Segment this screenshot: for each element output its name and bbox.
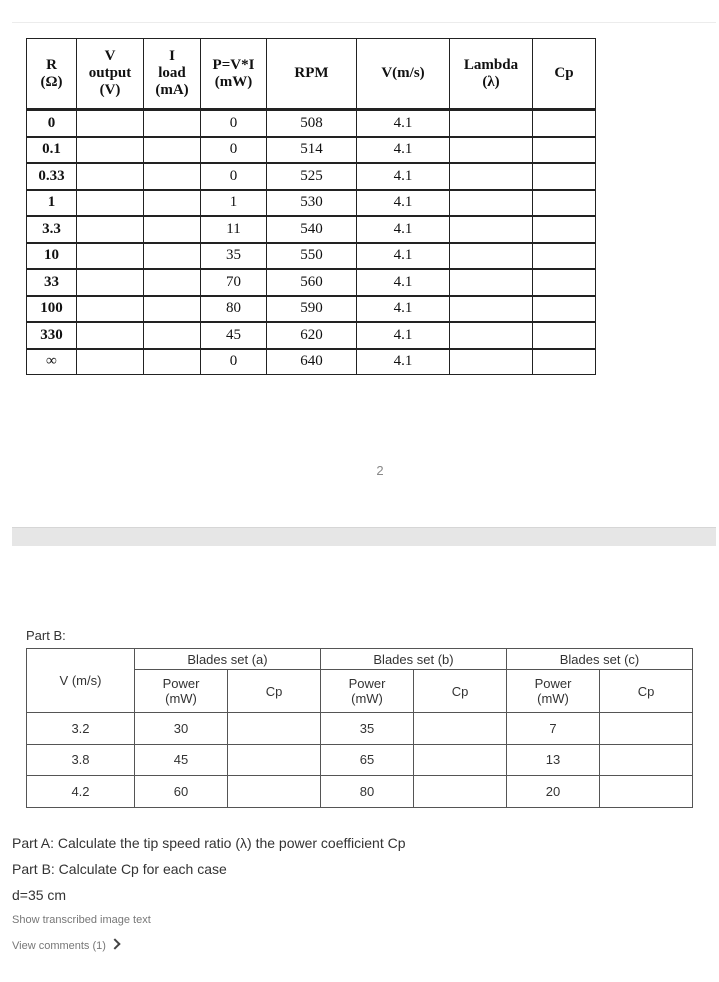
table-row	[27, 744, 693, 776]
cell-cp-c	[600, 776, 693, 808]
cell-cp	[533, 322, 596, 349]
cell-r: 100	[27, 296, 77, 323]
view-comments-link[interactable]	[12, 940, 119, 952]
cell-rpm: 530	[267, 190, 357, 217]
part-b-table	[26, 648, 693, 808]
header-cp-a: Cp	[228, 670, 321, 713]
cell-i	[144, 137, 201, 164]
header-lambda: Lambda (λ)	[450, 39, 533, 110]
cell-rpm: 640	[267, 349, 357, 375]
cell-lambda	[450, 349, 533, 375]
cell-p: 0	[201, 110, 267, 137]
table-row	[27, 243, 596, 270]
cell-vms: 4.1	[357, 349, 450, 375]
cell-power-b: 35	[321, 713, 414, 745]
cell-cp	[533, 190, 596, 217]
part-b-label: Part B:	[26, 628, 66, 643]
cell-power-a: 45	[135, 744, 228, 776]
table-row	[27, 216, 596, 243]
cell-cp	[533, 216, 596, 243]
cell-vms: 4.1	[357, 163, 450, 190]
page-separator-band	[12, 527, 716, 546]
header-power: P=V*I (mW)	[201, 39, 267, 110]
cell-v: 3.2	[27, 713, 135, 745]
header-power-a: Power (mW)	[135, 670, 228, 713]
part-a-data-table	[26, 38, 596, 375]
header-rpm: RPM	[267, 39, 357, 110]
header-blades-set-b: Blades set (b)	[321, 649, 507, 670]
view-comments-label: View comments (1)	[12, 940, 106, 952]
cell-i	[144, 322, 201, 349]
cell-p: 45	[201, 322, 267, 349]
cell-v	[77, 216, 144, 243]
table-header-row	[27, 39, 596, 110]
cell-lambda	[450, 190, 533, 217]
table-row	[27, 296, 596, 323]
cell-i	[144, 163, 201, 190]
page-number: 2	[376, 463, 384, 478]
cell-i	[144, 269, 201, 296]
cell-p: 1	[201, 190, 267, 217]
table-row	[27, 269, 596, 296]
table-row	[27, 163, 596, 190]
cell-power-c: 20	[507, 776, 600, 808]
cell-r: 330	[27, 322, 77, 349]
cell-r: 33	[27, 269, 77, 296]
cell-v	[77, 137, 144, 164]
cell-cp-c	[600, 713, 693, 745]
table-row	[27, 322, 596, 349]
show-transcribed-link[interactable]: Show transcribed image text	[12, 914, 151, 926]
chevron-right-icon	[109, 938, 120, 949]
cell-v	[77, 110, 144, 137]
cell-i	[144, 296, 201, 323]
cell-power-a: 60	[135, 776, 228, 808]
cell-rpm: 508	[267, 110, 357, 137]
cell-v	[77, 322, 144, 349]
table-row	[27, 349, 596, 375]
table-row	[27, 190, 596, 217]
cell-r: 0	[27, 110, 77, 137]
cell-i	[144, 110, 201, 137]
cell-rpm: 514	[267, 137, 357, 164]
cell-r: 3.3	[27, 216, 77, 243]
cell-r: 0.33	[27, 163, 77, 190]
cell-v	[77, 349, 144, 375]
cell-rpm: 540	[267, 216, 357, 243]
cell-cp-b	[414, 776, 507, 808]
cell-vms: 4.1	[357, 269, 450, 296]
cell-rpm: 550	[267, 243, 357, 270]
cell-cp	[533, 243, 596, 270]
header-power-b: Power (mW)	[321, 670, 414, 713]
cell-vms: 4.1	[357, 137, 450, 164]
cell-power-c: 7	[507, 713, 600, 745]
cell-lambda	[450, 163, 533, 190]
cell-vms: 4.1	[357, 216, 450, 243]
cell-p: 70	[201, 269, 267, 296]
cell-rpm: 560	[267, 269, 357, 296]
cell-cp-b	[414, 744, 507, 776]
cell-i	[144, 216, 201, 243]
cell-p: 0	[201, 163, 267, 190]
table-row	[27, 713, 693, 745]
cell-cp	[533, 137, 596, 164]
cell-r: ∞	[27, 349, 77, 375]
header-r: R (Ω)	[27, 39, 77, 110]
note-part-a: Part A: Calculate the tip speed ratio (λ) the power coefficient Cp	[12, 835, 406, 851]
header-power-c: Power (mW)	[507, 670, 600, 713]
problem-instructions	[12, 830, 406, 908]
cell-vms: 4.1	[357, 110, 450, 137]
cell-cp-c	[600, 744, 693, 776]
cell-lambda	[450, 243, 533, 270]
cell-cp	[533, 163, 596, 190]
cell-cp-b	[414, 713, 507, 745]
note-part-b: Part B: Calculate Cp for each case	[12, 861, 227, 877]
cell-p: 11	[201, 216, 267, 243]
cell-p: 0	[201, 349, 267, 375]
header-wind-speed: V(m/s)	[357, 39, 450, 110]
cell-v	[77, 269, 144, 296]
cell-v: 3.8	[27, 744, 135, 776]
table-row	[27, 137, 596, 164]
cell-p: 0	[201, 137, 267, 164]
cell-i	[144, 243, 201, 270]
table-row	[27, 110, 596, 137]
top-divider	[12, 22, 716, 23]
cell-i	[144, 190, 201, 217]
cell-cp	[533, 296, 596, 323]
cell-v	[77, 243, 144, 270]
cell-v	[77, 296, 144, 323]
note-diameter: d=35 cm	[12, 887, 67, 903]
cell-p: 80	[201, 296, 267, 323]
cell-rpm: 620	[267, 322, 357, 349]
header-blades-set-a: Blades set (a)	[135, 649, 321, 670]
header-v-output: V output (V)	[77, 39, 144, 110]
cell-cp-a	[228, 744, 321, 776]
cell-lambda	[450, 269, 533, 296]
cell-vms: 4.1	[357, 243, 450, 270]
cell-power-b: 80	[321, 776, 414, 808]
cell-lambda	[450, 216, 533, 243]
cell-v	[77, 190, 144, 217]
cell-v	[77, 163, 144, 190]
header-blades-set-c: Blades set (c)	[507, 649, 693, 670]
cell-lambda	[450, 110, 533, 137]
cell-p: 35	[201, 243, 267, 270]
cell-r: 10	[27, 243, 77, 270]
blade-sets-header-row	[27, 649, 693, 670]
cell-i	[144, 349, 201, 375]
cell-cp	[533, 110, 596, 137]
table-row	[27, 776, 693, 808]
cell-lambda	[450, 322, 533, 349]
cell-vms: 4.1	[357, 296, 450, 323]
header-v-ms: V (m/s)	[27, 649, 135, 713]
cell-cp	[533, 269, 596, 296]
cell-vms: 4.1	[357, 190, 450, 217]
cell-cp-a	[228, 776, 321, 808]
cell-power-c: 13	[507, 744, 600, 776]
cell-rpm: 590	[267, 296, 357, 323]
cell-rpm: 525	[267, 163, 357, 190]
header-cp: Cp	[533, 39, 596, 110]
cell-lambda	[450, 296, 533, 323]
cell-v: 4.2	[27, 776, 135, 808]
cell-r: 0.1	[27, 137, 77, 164]
cell-power-b: 65	[321, 744, 414, 776]
header-cp-c: Cp	[600, 670, 693, 713]
cell-power-a: 30	[135, 713, 228, 745]
header-i-load: I load (mA)	[144, 39, 201, 110]
cell-r: 1	[27, 190, 77, 217]
header-cp-b: Cp	[414, 670, 507, 713]
cell-vms: 4.1	[357, 322, 450, 349]
cell-cp	[533, 349, 596, 375]
cell-lambda	[450, 137, 533, 164]
cell-cp-a	[228, 713, 321, 745]
